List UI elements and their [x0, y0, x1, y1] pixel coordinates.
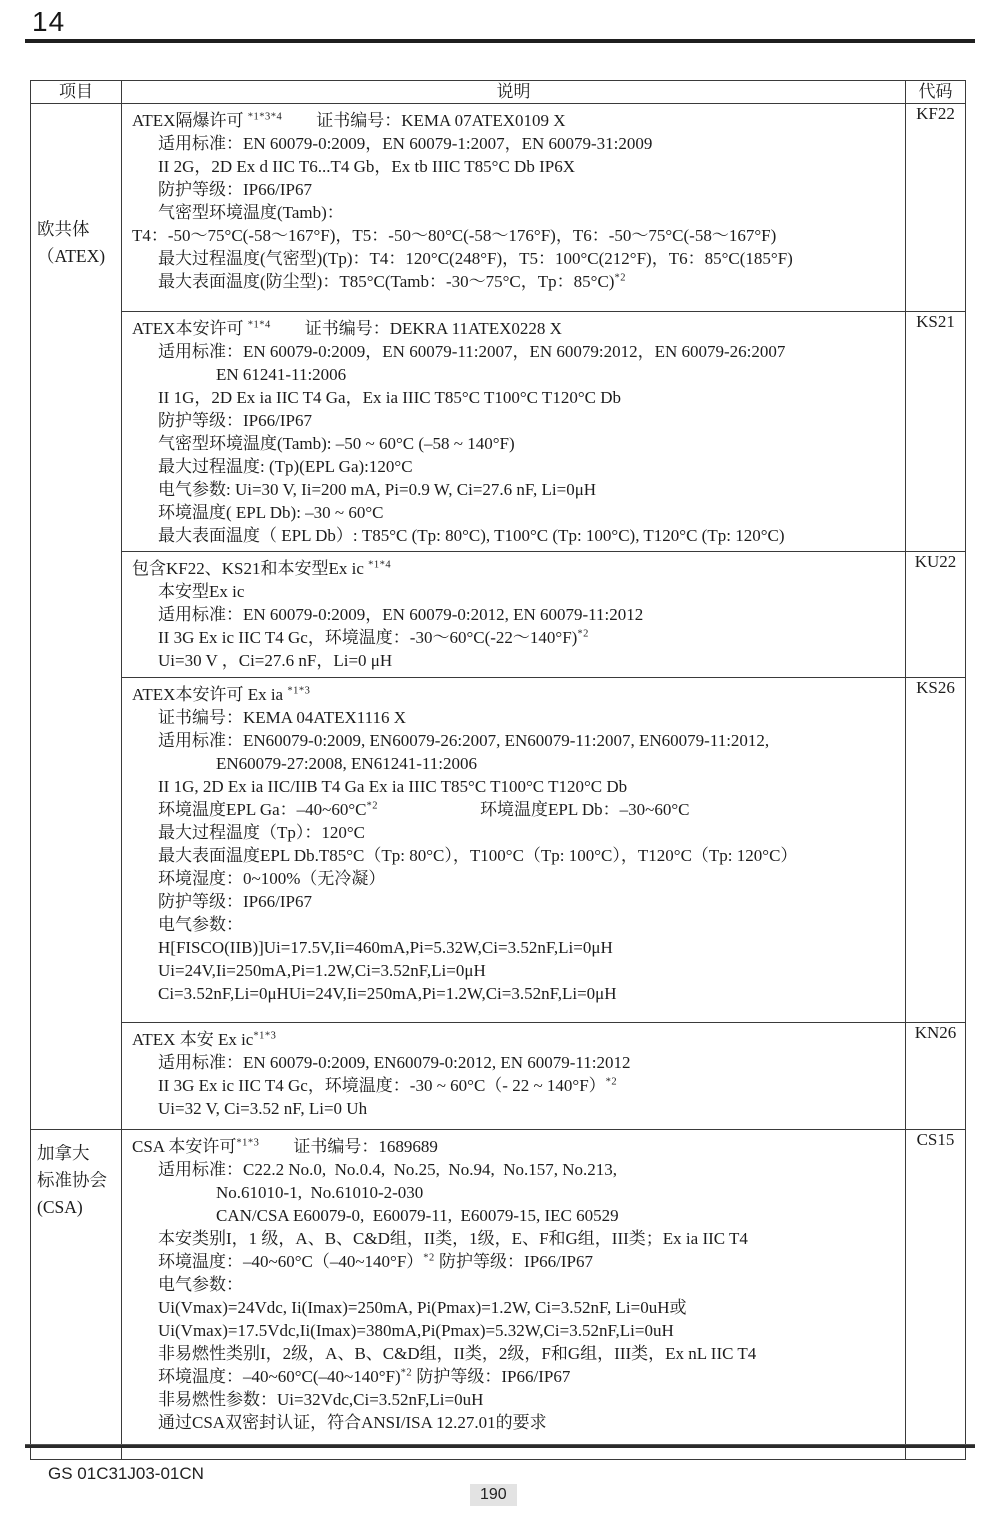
column-header-description: 说明	[122, 81, 906, 104]
spec-line: H[FISCO(IIB)]Ui=17.5V,Ii=460mA,Pi=5.32W,Ci=3.52nF,Li=0μH	[158, 938, 613, 957]
spec-line: 适用标准：EN60079-0:2009, EN60079-26:2007, EN60079-11:2007, EN60079-11:2012,	[158, 731, 770, 750]
top-rule-divider	[25, 39, 975, 43]
description-cell	[122, 678, 906, 1023]
spec-line: 通过CSA双密封认证，符合ANSI/ISA 12.27.01的要求	[158, 1413, 547, 1432]
spec-line: CAN/CSA E60079-0, E60079-11, E60079-15, IEC 60529	[216, 1206, 619, 1225]
spec-line: 防护等级：IP66/IP67	[158, 411, 312, 430]
item-label-line: 标准协会	[37, 1170, 107, 1190]
description-cell	[122, 104, 906, 312]
spec-line: II 3G Ex ic IIC T4 Gc，环境温度：-30 ~ 60°C（- 22 ~ 140°F）$^{*2}$	[158, 1076, 618, 1095]
spec-line: 最大过程温度（Tp）：120°C	[158, 823, 366, 842]
spec-line: 适用标准：EN 60079-0:2009，EN 60079-0:2012, EN 60079-11:2012	[158, 605, 644, 624]
spec-line: II 2G，2D Ex d IIC T6...T4 Gb，Ex tb IIIC T85°C Db IP6X	[158, 157, 575, 176]
spec-line: EN60079-27:2008, EN61241-11:2006	[216, 754, 477, 773]
spec-line: 电气参数：	[158, 1275, 243, 1294]
spec-line: 环境温度：–40~60°C（–40~140°F）$^{*2}$ 防护等级：IP66/IP67	[158, 1252, 594, 1271]
spec-line: Ui(Vmax)=24Vdc, Ii(Imax)=250mA, Pi(Pmax)=1.2W, Ci=3.52nF, Li=0uH或	[158, 1298, 687, 1317]
column-header-code: 代码	[906, 81, 966, 104]
footer-document-number: GS 01C31J03-01CN	[48, 1464, 204, 1483]
table-header-row	[31, 81, 966, 104]
spec-line: 非易燃性类别I，2级，A、B、C&D组，II类，2级，F和G组，III类，Ex nL IIC T4	[158, 1344, 757, 1363]
description-cell	[122, 1023, 906, 1130]
spec-line: Ui=32 V, Ci=3.52 nF, Li=0 Uh	[158, 1099, 368, 1118]
spec-line: 气密型环境温度(Tamb)：	[158, 203, 344, 222]
spec-line: II 3G Ex ic IIC T4 Gc，环境温度：-30～60°C(-22～140°F)$^{*2}$	[158, 628, 589, 647]
item-cell	[31, 1130, 122, 1460]
item-label-line: 加拿大	[37, 1143, 90, 1163]
spec-line: Ui=30 V ，Ci=27.6 nF，Li=0 μH	[158, 651, 393, 670]
footer-page-number: 190	[470, 1484, 517, 1506]
spec-line: 环境温度EPL Ga：$-40\sim 60^\circ C^{*2}$ 环境温度EPL Db：–30~60°C	[158, 800, 690, 819]
code-cell: KS21	[906, 312, 966, 552]
spec-table-body	[31, 104, 966, 1460]
item-label-line: 欧共体	[37, 219, 90, 239]
description-cell	[122, 552, 906, 678]
spec-table	[30, 80, 966, 1460]
description-cell	[122, 312, 906, 552]
spec-line: T4：-50～75°C(-58～167°F)，T5：-50～80°C(-58～176°F)，T6：-50～75°C(-58～167°F)	[132, 226, 777, 245]
spec-line: Ci=3.52nF,Li=0μHUi=24V,Ii=250mA,Pi=1.2W,Ci=3.52nF,Li=0μH	[158, 984, 617, 1003]
spec-line: 最大表面温度EPL Db.T85°C（Tp: 80°C），T100°C（Tp: 100°C），T120°C（Tp: 120°C）	[158, 846, 798, 865]
spec-line: 最大过程温度(气密型)(Tp)：T4：120°C(248°F)，T5：100°C(212°F)，T6：85°C(185°F)	[158, 249, 793, 268]
spec-line: II 1G, 2D Ex ia IIC/IIB T4 Ga Ex ia IIIC T85°C T100°C T120°C Db	[158, 777, 628, 796]
table-row	[31, 678, 966, 1023]
table-row	[31, 1130, 966, 1460]
spec-line: 非易燃性参数：Ui=32Vdc,Ci=3.52nF,Li=0uH	[158, 1390, 484, 1409]
spec-line: Ui(Vmax)=17.5Vdc,Ii(Imax)=380mA,Pi(Pmax)=5.32W,Ci=3.52nF,Li=0uH	[158, 1321, 674, 1340]
spec-line: 本安类别I，1 级，A、B、C&D组，II类，1级，E、F和G组，III类；Ex ia IIC T4	[158, 1229, 748, 1248]
spec-line: 最大表面温度（ EPL Db）: T85°C (Tp: 80°C), T100°C (Tp: 100°C), T120°C (Tp: 120°C)	[158, 526, 785, 545]
spec-line: 电气参数：	[158, 915, 243, 934]
item-label-line: (CSA)	[37, 1197, 83, 1217]
code-cell: KN26	[906, 1023, 966, 1130]
spec-line: 环境温度( EPL Db): –30 ~ 60°C	[158, 503, 384, 522]
table-row	[31, 312, 966, 552]
spec-line: 适用标准：EN 60079-0:2009，EN 60079-11:2007，EN 60079:2012，EN 60079-26:2007	[158, 342, 786, 361]
code-cell: KU22	[906, 552, 966, 678]
item-label-line: （ATEX)	[37, 246, 106, 266]
spec-line: No.61010-1, No.61010-2-030	[216, 1183, 424, 1202]
spec-line: 最大过程温度: (Tp)(EPL Ga):120°C	[158, 457, 413, 476]
spec-line: 环境湿度：0~100%（无冷凝）	[158, 869, 386, 888]
spec-line: ATEX 本安 Ex $ic^{*1*3}$	[132, 1030, 277, 1049]
spec-line: 最大表面温度(防尘型)：T85°C(Tamb：-30～75°C，Tp：85°C)$^{*2}$	[158, 272, 626, 291]
description-cell	[122, 1130, 906, 1460]
column-header-item: 项目	[31, 81, 122, 104]
spec-line: 气密型环境温度(Tamb): –50 ~ 60°C (–58 ~ 140°F)	[158, 434, 515, 453]
bottom-rule-divider	[25, 1444, 975, 1448]
spec-line: 电气参数: Ui=30 V, Ii=200 mA, Pi=0.9 W, Ci=27.6 nF, Li=0μH	[158, 480, 597, 499]
spec-line: II 1G，2D Ex ia IIC T4 Ga，Ex ia IIIC T85°C T100°C T120°C Db	[158, 388, 621, 407]
spec-line: ATEX隔爆许可 $^{*1*3*4}$ 证书编号：KEMA 07ATEX0109 X	[132, 111, 566, 130]
item-cell	[31, 104, 122, 1130]
spec-line: 环境温度：–40~60°C(–40~140°F)$^{*2}$ 防护等级：IP66/IP67	[158, 1367, 571, 1386]
spec-line: ATEX本安许可 Ex ia $^{*1*3}$	[132, 685, 311, 704]
table-row	[31, 552, 966, 678]
spec-line: 适用标准：EN 60079-0:2009, EN60079-0:2012, EN 60079-11:2012	[158, 1053, 631, 1072]
spec-line: 适用标准：EN 60079-0:2009，EN 60079-1:2007，EN 60079-31:2009	[158, 134, 653, 153]
spec-line: 防护等级：IP66/IP67	[158, 180, 312, 199]
spec-line: 本安型Ex ic	[158, 582, 245, 601]
spec-line: 防护等级：IP66/IP67	[158, 892, 312, 911]
spec-line: Ui=24V,Ii=250mA,Pi=1.2W,Ci=3.52nF,Li=0μH	[158, 961, 486, 980]
spec-line: EN 61241-11:2006	[216, 365, 347, 384]
spec-line: ATEX本安许可 $^{*1*4}$ 证书编号：DEKRA 11ATEX0228 X	[132, 319, 562, 338]
code-cell: CS15	[906, 1130, 966, 1460]
code-cell: KF22	[906, 104, 966, 312]
code-cell: KS26	[906, 678, 966, 1023]
spec-table-container	[30, 80, 965, 1460]
table-row	[31, 1023, 966, 1130]
table-row	[31, 104, 966, 312]
spec-line: 适用标准：C22.2 No.0, No.0.4, No.25, No.94, No.157, No.213,	[158, 1160, 617, 1179]
spec-line: CSA 本安许可$^{*1*3}$ 证书编号：1689689	[132, 1137, 438, 1156]
chapter-number: 14	[32, 6, 66, 37]
spec-line: 证书编号：KEMA 04ATEX1116 X	[158, 708, 407, 727]
spec-line: 包含KF22、KS21和本安型Ex ic $^{*1*4}$	[132, 559, 392, 578]
